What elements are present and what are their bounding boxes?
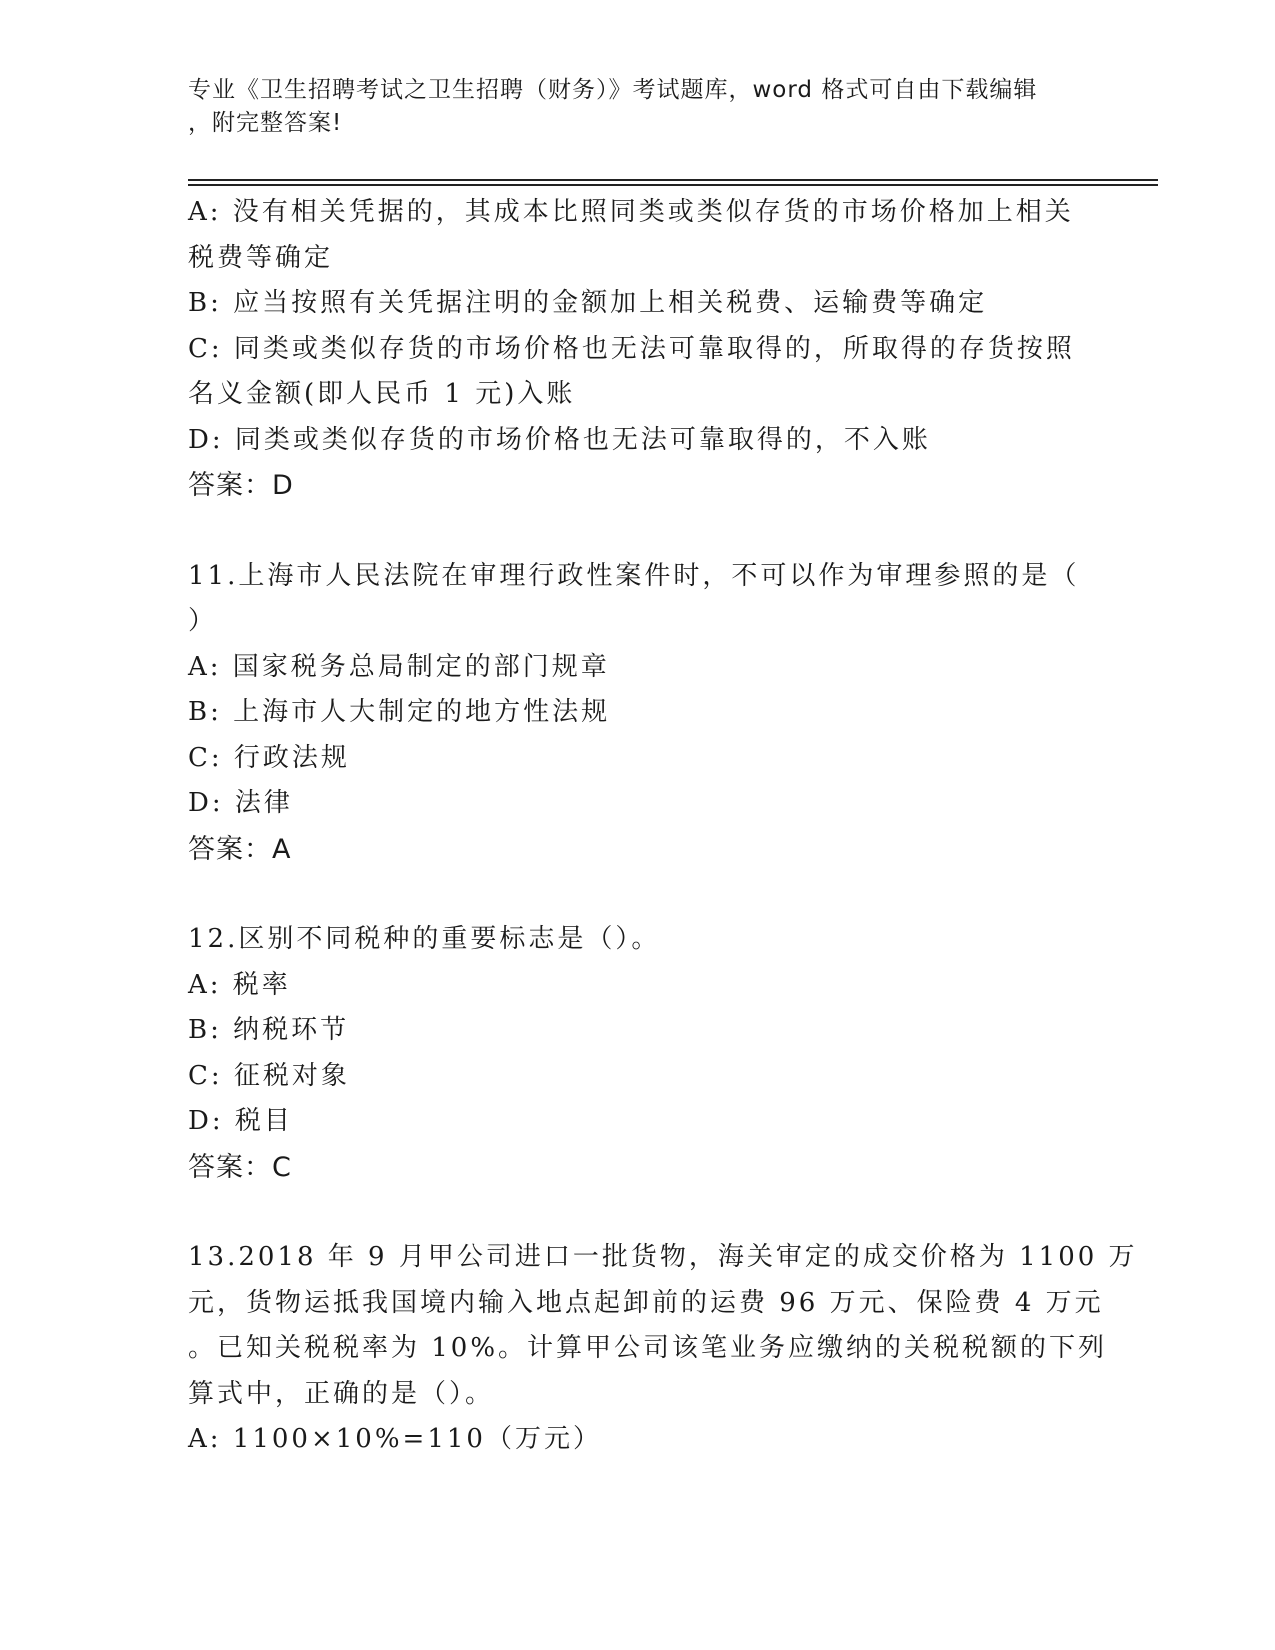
option-d: D: 税目 bbox=[188, 1106, 293, 1136]
question-text: 元，货物运抵我国境内输入地点起卸前的运费 96 万元、保险费 4 万元 bbox=[188, 1287, 1104, 1318]
question-10-block bbox=[188, 190, 1088, 509]
document-header bbox=[188, 74, 1068, 140]
option-a: A: 1100×10%=110（万元） bbox=[188, 1424, 602, 1454]
option-line: C: 同类或类似存货的市场价格也无法可靠取得的，所取得的存货按照 bbox=[188, 333, 1075, 364]
question-text: ） bbox=[188, 606, 218, 636]
header-line-2: ，附完整答案! bbox=[188, 110, 343, 136]
question-11-block bbox=[188, 554, 1088, 873]
option-a: A: 国家税务总局制定的部门规章 bbox=[188, 651, 610, 682]
option-line: D: 同类或类似存货的市场价格也无法可靠取得的，不入账 bbox=[188, 424, 931, 455]
option-line: 名义金额(即人民币 1 元)入账 bbox=[188, 379, 576, 409]
question-12-block bbox=[188, 917, 1088, 1190]
option-b: B: 纳税环节 bbox=[188, 1015, 350, 1045]
answer-line: 答案：D bbox=[188, 470, 294, 501]
header-line-1: 专业《卫生招聘考试之卫生招聘（财务）》考试题库，word 格式可自由下载编辑 bbox=[188, 77, 1038, 103]
question-text: 13.2018 年 9 月甲公司进口一批货物，海关审定的成交价格为 1100 万 bbox=[188, 1242, 1138, 1272]
question-text: 11.上海市人民法院在审理行政性案件时，不可以作为审理参照的是（ bbox=[188, 560, 1080, 591]
option-a: A: 税率 bbox=[188, 969, 291, 1000]
question-text: 12.区别不同税种的重要标志是（）。 bbox=[188, 924, 661, 954]
question-text: 。已知关税税率为 10%。计算甲公司该笔业务应缴纳的关税税额的下列 bbox=[188, 1333, 1108, 1363]
header-divider-bottom bbox=[188, 184, 1158, 186]
spacer bbox=[188, 872, 1088, 917]
question-13-block bbox=[188, 1235, 1138, 1463]
header-divider-top bbox=[188, 179, 1158, 181]
option-d: D: 法律 bbox=[188, 788, 293, 818]
spacer bbox=[188, 1190, 1088, 1235]
option-c: C: 行政法规 bbox=[188, 742, 350, 773]
option-b: B: 上海市人大制定的地方性法规 bbox=[188, 697, 611, 727]
option-line: B: 应当按照有关凭据注明的金额加上相关税费、运输费等确定 bbox=[188, 288, 988, 318]
answer-line: 答案：A bbox=[188, 833, 292, 865]
question-text: 算式中，正确的是（）。 bbox=[188, 1378, 495, 1409]
option-c: C: 征税对象 bbox=[188, 1060, 350, 1091]
spacer bbox=[188, 509, 1088, 554]
question-content bbox=[188, 190, 1138, 1463]
option-line: A: 没有相关凭据的，其成本比照同类或类似存货的市场价格加上相关 bbox=[188, 197, 1074, 227]
option-line: 税费等确定 bbox=[188, 242, 334, 273]
answer-line: 答案：C bbox=[188, 1151, 292, 1183]
